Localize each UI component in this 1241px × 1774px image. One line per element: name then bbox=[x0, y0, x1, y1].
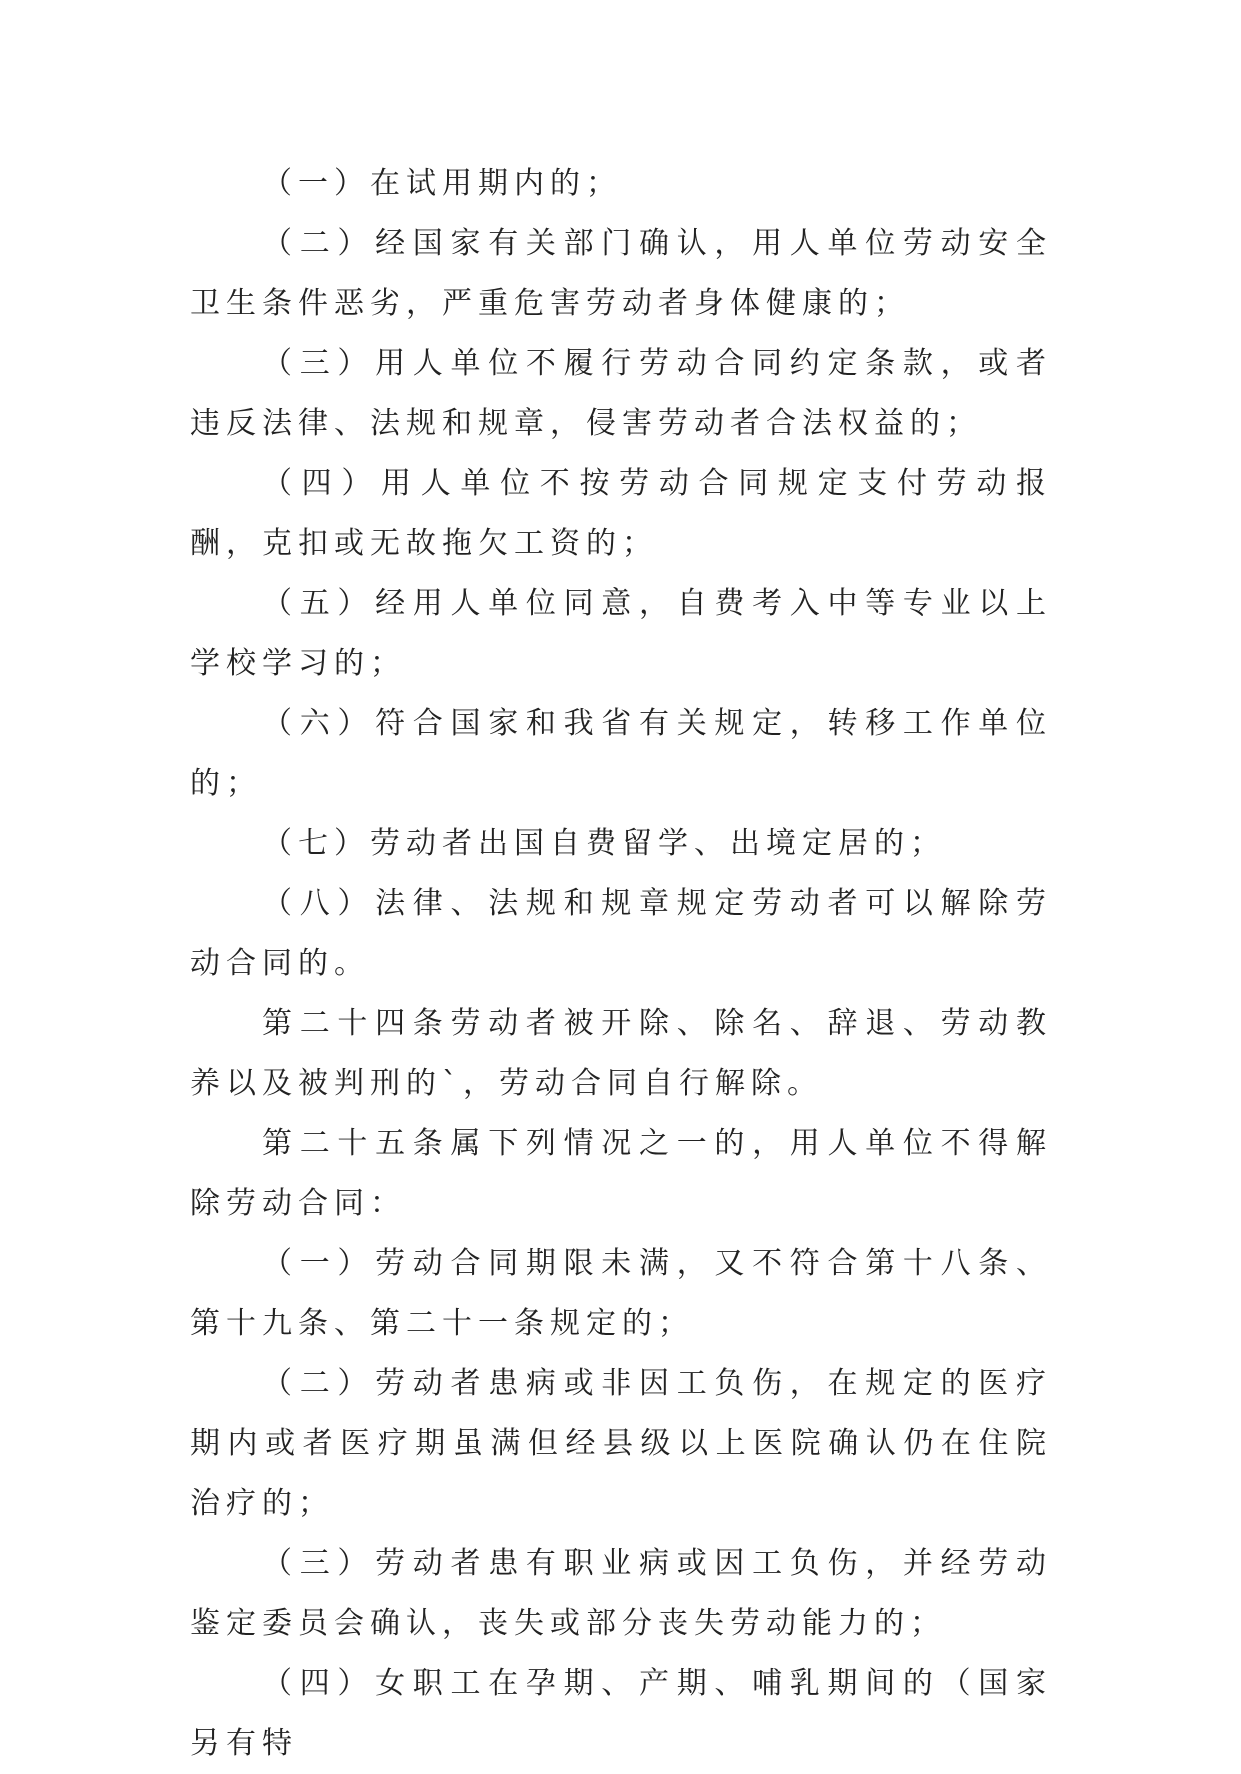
article-25-item-1: （一）劳动合同期限未满，又不符合第十八条、第十九条、第二十一条规定的； bbox=[190, 1246, 1052, 1341]
paragraph-6: （六）符合国家和我省有关规定，转移工作单位的； bbox=[190, 706, 1052, 801]
paragraph-2: （二）经国家有关部门确认，用人单位劳动安全卫生条件恶劣，严重危害劳动者身体健康的； bbox=[190, 226, 1052, 321]
paragraph-1: （一）在试用期内的； bbox=[262, 166, 622, 201]
article-24: 第二十四条劳动者被开除、除名、辞退、劳动教养以及被判刑的`，劳动合同自行解除。 bbox=[190, 1006, 1052, 1101]
article-25-item-2: （二）劳动者患病或非因工负伤，在规定的医疗期内或者医疗期虽满但经县级以上医院确认仍在住院治疗的； bbox=[190, 1366, 1052, 1521]
paragraph-7: （七）劳动者出国自费留学、出境定居的； bbox=[262, 826, 946, 861]
article-25-item-4: （四）女职工在孕期、产期、哺乳期间的（国家另有特 bbox=[190, 1666, 1052, 1761]
article-25: 第二十五条属下列情况之一的，用人单位不得解除劳动合同： bbox=[190, 1126, 1052, 1221]
paragraph-8: （八）法律、法规和规章规定劳动者可以解除劳动合同的。 bbox=[190, 886, 1052, 981]
paragraph-3: （三）用人单位不履行劳动合同约定条款，或者违反法律、法规和规章，侵害劳动者合法权益的； bbox=[190, 346, 1052, 441]
article-25-item-3: （三）劳动者患有职业病或因工负伤，并经劳动鉴定委员会确认，丧失或部分丧失劳动能力的； bbox=[190, 1546, 1052, 1641]
paragraph-4: （四）用人单位不按劳动合同规定支付劳动报酬，克扣或无故拖欠工资的； bbox=[190, 466, 1052, 561]
paragraph-5: （五）经用人单位同意，自费考入中等专业以上学校学习的； bbox=[190, 586, 1052, 681]
document-body bbox=[190, 154, 1052, 1774]
